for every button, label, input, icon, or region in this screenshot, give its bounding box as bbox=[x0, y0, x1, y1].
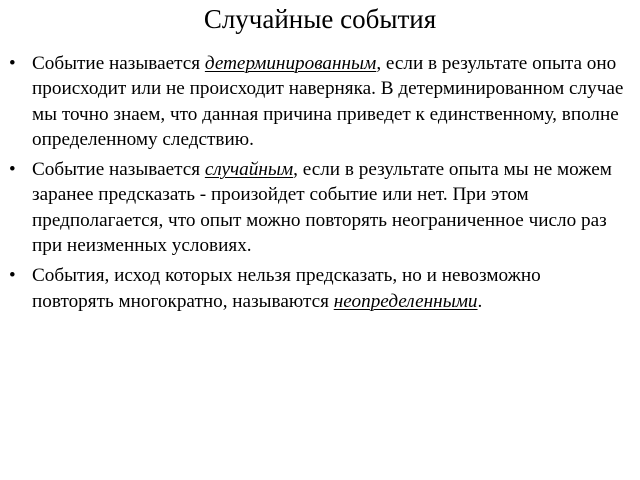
bullet-text-before: Событие называется bbox=[32, 159, 205, 181]
term-indefinite: неопределенными bbox=[333, 290, 478, 312]
bullet-text-after: , если в результате опыта оно происходит или не происходит наверняка. В детерминированном случае мы точно знаем, что данная причина приведет к единственному, вполне определенному следствию. bbox=[32, 53, 624, 150]
bullet-icon: • bbox=[9, 265, 16, 287]
bullet-icon: • bbox=[9, 53, 16, 74]
bullet-item-random bbox=[0, 157, 640, 258]
bullet-item-indefinite bbox=[0, 263, 640, 314]
bullet-list bbox=[0, 51, 640, 319]
term-random: случайным bbox=[204, 159, 294, 181]
bullet-icon: • bbox=[9, 159, 16, 181]
bullet-text-after: , если в результате опыта мы не можем заранее предсказать - произойдет событие или нет. При этом предполагается, что опыт можно повторять неограниченное число раз при неизменных условиях. bbox=[32, 159, 612, 257]
slide-title: Случайные события bbox=[203, 4, 437, 34]
bullet-text-after: . bbox=[477, 290, 483, 312]
bullet-item-deterministic bbox=[0, 51, 640, 152]
bullet-text-before: Событие называется bbox=[32, 53, 205, 74]
term-deterministic: детерминированным bbox=[204, 53, 377, 74]
bullet-text-before: События, исход которых нельзя предсказать, но и невозможно повторять многократно, называются bbox=[32, 265, 541, 312]
